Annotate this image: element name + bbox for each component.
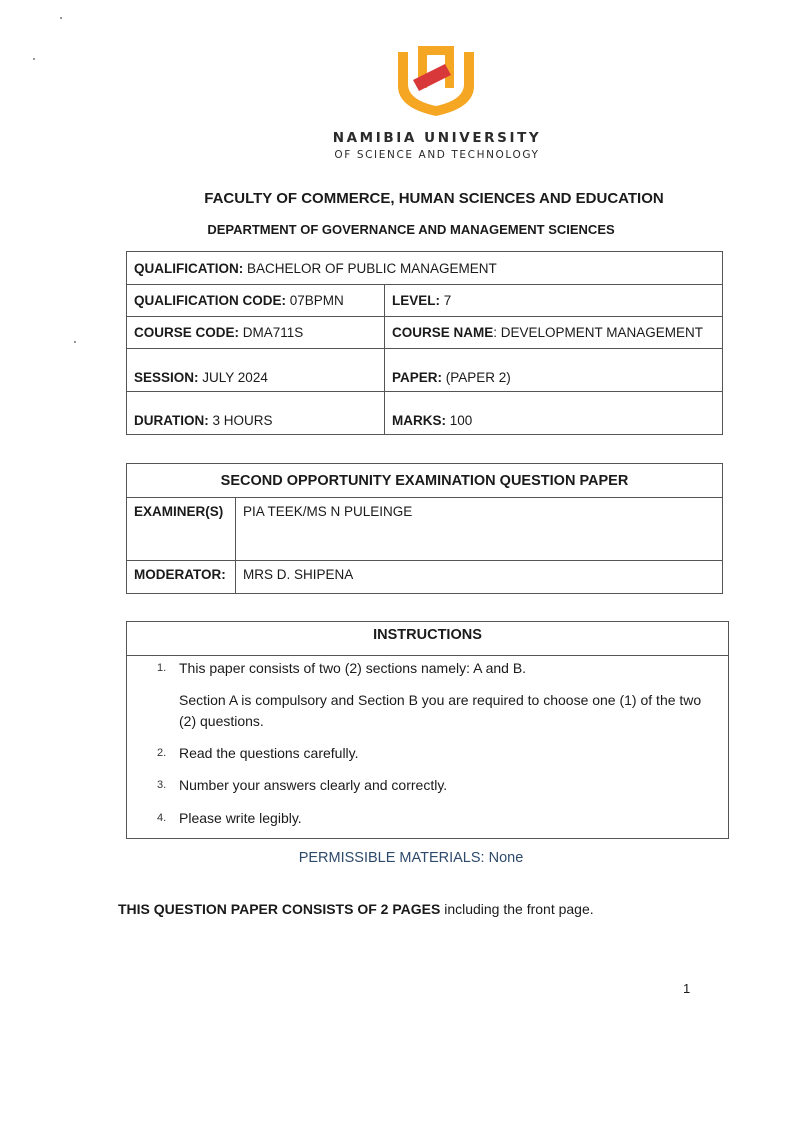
instruction-number: 4. [157, 812, 167, 824]
page-number: 1 [683, 981, 691, 996]
university-subtitle: OF SCIENCE AND TECHNOLOGY [334, 149, 540, 161]
university-name: NAMIBIA UNIVERSITY [332, 130, 542, 146]
course-details-table [126, 251, 723, 435]
scan-speck [60, 17, 62, 19]
course-name-cell [385, 317, 723, 349]
level-value: 7 [443, 293, 452, 308]
logo-top-bar [418, 46, 454, 55]
permissible-materials [0, 850, 794, 866]
moderator-value: MRS D. SHIPENA [236, 561, 723, 594]
instruction-number: 1. [157, 662, 167, 674]
instruction-text: Number your answers clearly and correctly. [179, 777, 448, 793]
examiner-value: PIA TEEK/MS N PULEINGE [236, 498, 723, 561]
paper-value: (PAPER 2) [445, 370, 511, 385]
university-logo [393, 44, 479, 118]
instruction-number: 3. [157, 779, 167, 791]
instruction-text: Read the questions carefully. [179, 745, 359, 761]
session-cell [127, 349, 385, 392]
instructions-box [126, 621, 729, 839]
instruction-text: Section A is compulsory and Section B you are required to choose one (1) of the two (2) questions. [179, 692, 702, 729]
level-label: LEVEL: [392, 293, 441, 308]
examiners-table [126, 463, 723, 594]
page-count-note [118, 901, 594, 917]
duration-value: 3 HOURS [212, 413, 273, 428]
permissible-value: None [488, 850, 524, 866]
examiner-label: EXAMINER(S) [127, 498, 236, 561]
instruction-number: 2. [157, 747, 167, 759]
faculty-heading: FACULTY OF COMMERCE, HUMAN SCIENCES AND EDUCATION [204, 190, 664, 207]
paper-cell [385, 349, 723, 392]
course-name-value: : DEVELOPMENT MANAGEMENT [493, 325, 704, 340]
exam-title: SECOND OPPORTUNITY EXAMINATION QUESTION PAPER [127, 464, 723, 498]
marks-value: 100 [449, 413, 473, 428]
duration-label: DURATION: [134, 413, 209, 428]
session-value: JULY 2024 [202, 370, 268, 385]
marks-label: MARKS: [392, 413, 446, 428]
course-code-value: DMA711S [242, 325, 304, 340]
page-count-rest: including the front page. [440, 901, 594, 917]
page-count-bold: THIS QUESTION PAPER CONSISTS OF 2 PAGES [118, 901, 441, 917]
qualification-code-label: QUALIFICATION CODE: [134, 293, 286, 308]
qualification-label: QUALIFICATION: [134, 260, 244, 276]
duration-cell [127, 392, 385, 435]
qualification-value: BACHELOR OF PUBLIC MANAGEMENT [247, 260, 497, 276]
logo-shield [398, 52, 474, 116]
level-cell [385, 285, 723, 317]
paper-label: PAPER: [392, 370, 443, 385]
instruction-text: Please write legibly. [179, 810, 302, 826]
scan-speck [74, 341, 76, 343]
qualification-code-cell [127, 285, 385, 317]
marks-cell [385, 392, 723, 435]
instruction-text: This paper consists of two (2) sections namely: A and B. [179, 660, 527, 676]
qualification-code-value: 07BPMN [289, 293, 344, 308]
scan-speck [33, 58, 35, 60]
course-code-label: COURSE CODE: [134, 325, 240, 340]
course-code-cell [127, 317, 385, 349]
permissible-label: PERMISSIBLE MATERIALS: [298, 850, 485, 866]
instructions-title: INSTRUCTIONS [127, 622, 728, 656]
course-name-label: COURSE NAME [392, 325, 494, 340]
qualification-cell [127, 252, 723, 285]
department-heading: DEPARTMENT OF GOVERNANCE AND MANAGEMENT SCIENCES [207, 222, 615, 237]
moderator-label: MODERATOR: [127, 561, 236, 594]
session-label: SESSION: [134, 370, 199, 385]
